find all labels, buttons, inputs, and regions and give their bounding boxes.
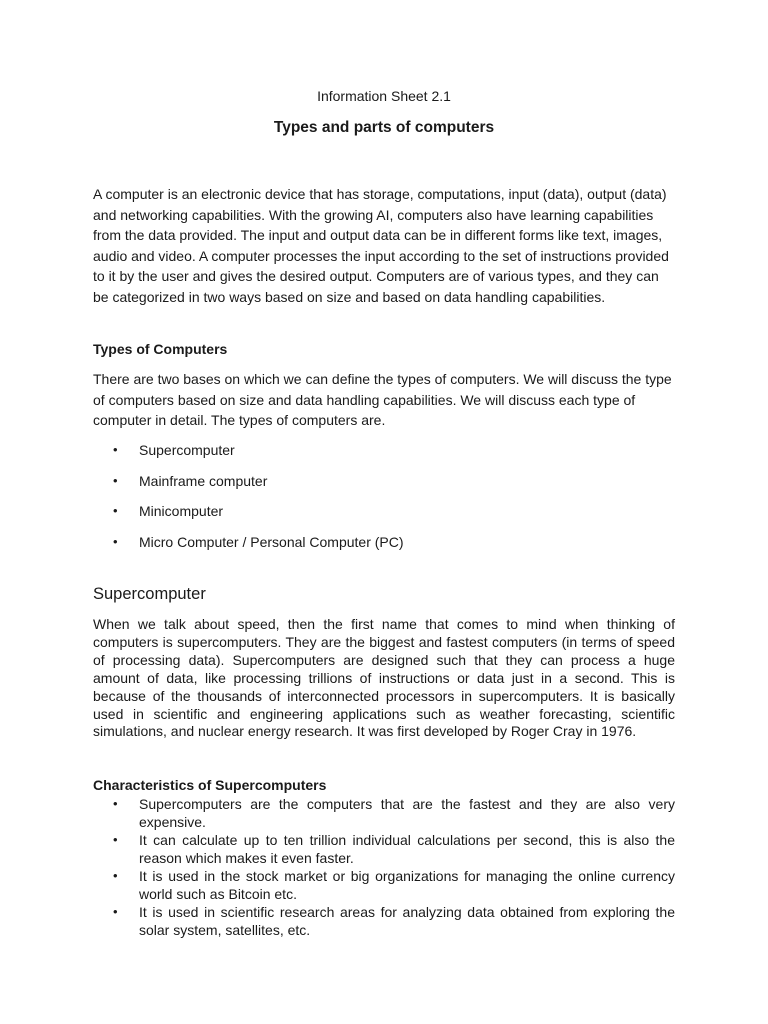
bullet-icon: • [113, 832, 118, 847]
document-title: Types and parts of computers [273, 119, 495, 136]
sheet-label: Information Sheet 2.1 [317, 88, 451, 104]
supercomputer-heading: Supercomputer [93, 585, 206, 603]
types-list [93, 441, 675, 563]
list-item: • Supercomputer [113, 442, 235, 458]
bullet-icon: • [113, 503, 118, 518]
characteristics-heading: Characteristics of Supercomputers [93, 777, 327, 793]
bullet-icon: • [113, 442, 118, 457]
list-item: • Minicomputer [113, 503, 224, 519]
list-item: • Micro Computer / Personal Computer (PC) [113, 533, 404, 550]
types-heading: Types of Computers [93, 341, 228, 357]
bullet-icon: • [113, 796, 118, 811]
bullet-icon: • [113, 868, 118, 883]
intro-paragraph: A computer is an electronic device that has storage, computations, input (data), output (data) and networking capabilities. With the growing AI, computers also have learning capabilities from the data provided. The input and output data can be in different forms like text, images, audio and video. A computer processes the input according to the set of instructions provided to it by the user and gives the desired output. Computers are of various types, and they can be categorized in two ways based on size and based on data handling capabilities. [93, 186, 669, 305]
list-item: • It is used in the stock market or big organizations for managing the online currency world such as Bitcoin etc. [113, 868, 675, 902]
list-item: • It is used in scientific research areas for analyzing data obtained from exploring the solar system, satellites, etc. [113, 904, 675, 938]
types-paragraph: There are two bases on which we can define the types of computers. We will discuss the type of computers based on size and data handling capabilities. We will discuss each type of computer in detail. The types of computers are. [93, 371, 672, 429]
list-item: • It can calculate up to ten trillion individual calculations per second, this is also the reason which makes it even faster. [113, 832, 675, 866]
bullet-icon: • [113, 472, 118, 488]
bullet-icon: • [113, 904, 118, 919]
list-item: • Mainframe computer [113, 472, 268, 489]
supercomputer-paragraph: When we talk about speed, then the first name that comes to mind when thinking of computers is supercomputers. They are the biggest and fastest computers (in terms of speed of processing data). Supercomputers are designed such that they can process a huge amount of data, like processing trillions of instructions or data just in a second. This is because of the thousands of interconnected processors in supercomputers. It is basically used in scientific and engineering applications such as weather forecasting, scientific simulations, and nuclear energy research. It was first developed by Roger Cray in 1976. [93, 616, 675, 740]
characteristics-list [93, 795, 675, 939]
bullet-icon: • [113, 533, 118, 549]
list-item: • Supercomputers are the computers that are the fastest and they are also very expensive. [113, 796, 675, 830]
